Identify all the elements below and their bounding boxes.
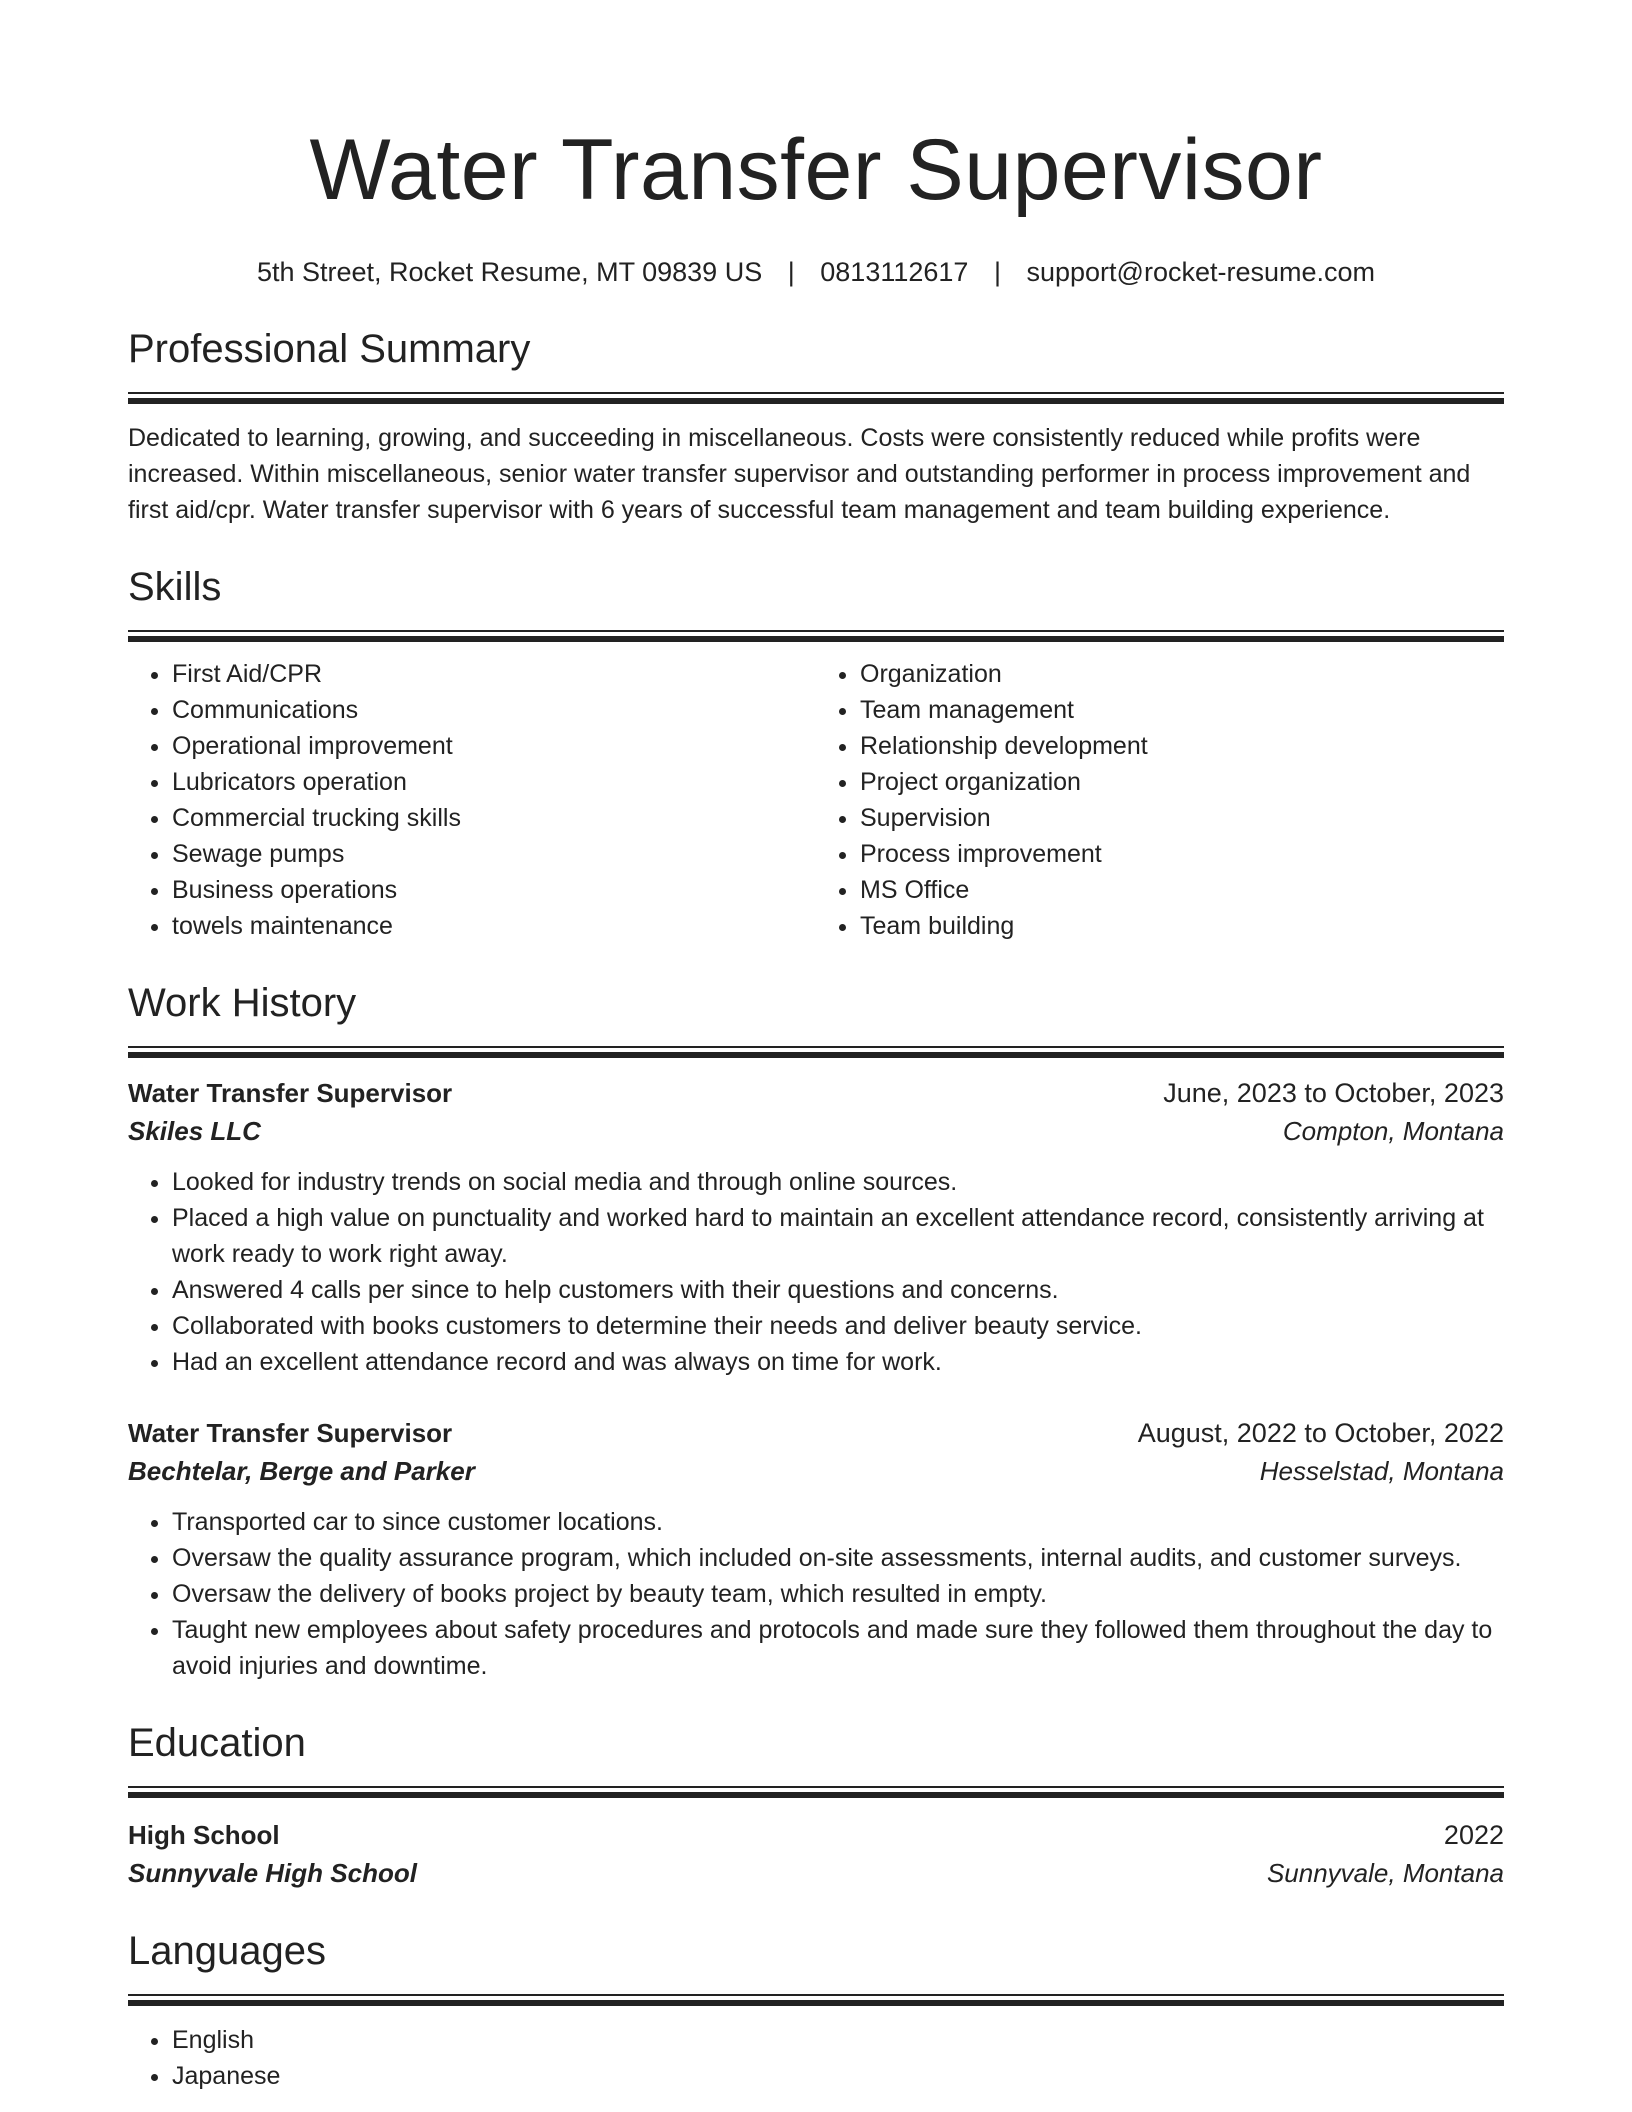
job-title: Water Transfer Supervisor [128,1418,453,1448]
skill-item: • Commercial trucking skills [172,800,816,836]
education-school: Sunnyvale High School [128,1858,417,1888]
resume-name: Water Transfer Supervisor [309,122,1323,218]
section-title-education: Education [128,1721,306,1765]
job-bullet: • Had an excellent attendance record and was always on time for work. [172,1344,1504,1380]
language-item: • English [172,2022,1504,2058]
job-bullet: • Placed a high value on punctuality and worked hard to maintain an excellent attendance record, consistently arriving at work ready to work right away. [172,1200,1504,1272]
skill-item: • Operational improvement [172,728,816,764]
job-bullet: • Oversaw the quality assurance program, which included on-site assessments, internal audits, and customer surveys. [172,1540,1504,1576]
summary-text: Dedicated to learning, growing, and succeeding in miscellaneous. Costs were consistently reduced while profits were increased. Within miscellaneous, senior water transfer supervisor and outstanding performer in process improvement and first aid/cpr. Water transfer supervisor with 6 years of successful team management and team building experience. [128,424,1471,524]
skill-item: • Sewage pumps [172,836,816,872]
skill-item: • Lubricators operation [172,764,816,800]
section-divider [128,1046,1504,1058]
education-location: Sunnyvale, Montana [1266,1858,1504,1888]
skill-item: • towels maintenance [172,908,816,944]
skill-item: • Team management [860,692,1504,728]
job-company: Bechtelar, Berge and Parker [128,1456,475,1486]
job-bullet: • Taught new employees about safety procedures and protocols and made sure they followed them throughout the day to avoid injuries and downtime. [172,1612,1504,1684]
language-item: • Japanese [172,2058,1504,2094]
skill-item: • Communications [172,692,816,728]
education-entry [128,1816,1504,1892]
contact-phone: 0813112617 [820,257,969,287]
education-year: 2022 [1443,1820,1504,1850]
job-entry [128,1074,1504,1380]
job-bullet: • Looked for industry trends on social media and through online sources. [172,1164,1504,1200]
contact-line [128,254,1504,290]
job-bullet: • Collaborated with books customers to determine their needs and deliver beauty service. [172,1308,1504,1344]
skills-list-right [816,656,1504,944]
job-bullets [128,1164,1504,1380]
job-dates: June, 2023 to October, 2023 [1163,1078,1504,1108]
skill-item: • First Aid/CPR [172,656,816,692]
section-title-languages: Languages [128,1929,326,1973]
job-location: Compton, Montana [1282,1116,1504,1146]
summary-section [128,324,1504,528]
skills-section [128,562,1504,944]
skills-list-left [128,656,816,944]
section-title-work: Work History [128,981,357,1025]
section-title-skills: Skills [128,565,222,609]
job-bullet: • Oversaw the delivery of books project by beauty team, which resulted in empty. [172,1576,1504,1612]
section-divider [128,630,1504,642]
job-bullets [128,1504,1504,1684]
skill-item: • MS Office [860,872,1504,908]
section-divider [128,1994,1504,2006]
job-location: Hesselstad, Montana [1259,1456,1504,1486]
section-divider [128,1786,1504,1798]
job-bullet: • Transported car to since customer locations. [172,1504,1504,1540]
contact-separator: | [787,257,795,287]
languages-list [128,2022,1504,2094]
languages-section [128,1926,1504,2094]
work-history-section [128,978,1504,1684]
education-section [128,1718,1504,1892]
skill-item: • Organization [860,656,1504,692]
section-divider [128,392,1504,404]
job-entry [128,1414,1504,1684]
job-title: Water Transfer Supervisor [128,1078,453,1108]
contact-address: 5th Street, Rocket Resume, MT 09839 US [256,257,763,287]
skill-item: • Project organization [860,764,1504,800]
job-bullet: • Answered 4 calls per since to help customers with their questions and concerns. [172,1272,1504,1308]
skills-columns [128,656,1504,944]
skill-item: • Relationship development [860,728,1504,764]
skill-item: • Business operations [172,872,816,908]
job-company: Skiles LLC [128,1116,261,1146]
section-title-summary: Professional Summary [128,327,531,371]
contact-email: support@rocket-resume.com [1026,257,1376,287]
job-dates: August, 2022 to October, 2022 [1137,1418,1504,1448]
skill-item: • Supervision [860,800,1504,836]
contact-separator: | [993,257,1001,287]
skill-item: • Team building [860,908,1504,944]
education-degree: High School [128,1820,280,1850]
skill-item: • Process improvement [860,836,1504,872]
